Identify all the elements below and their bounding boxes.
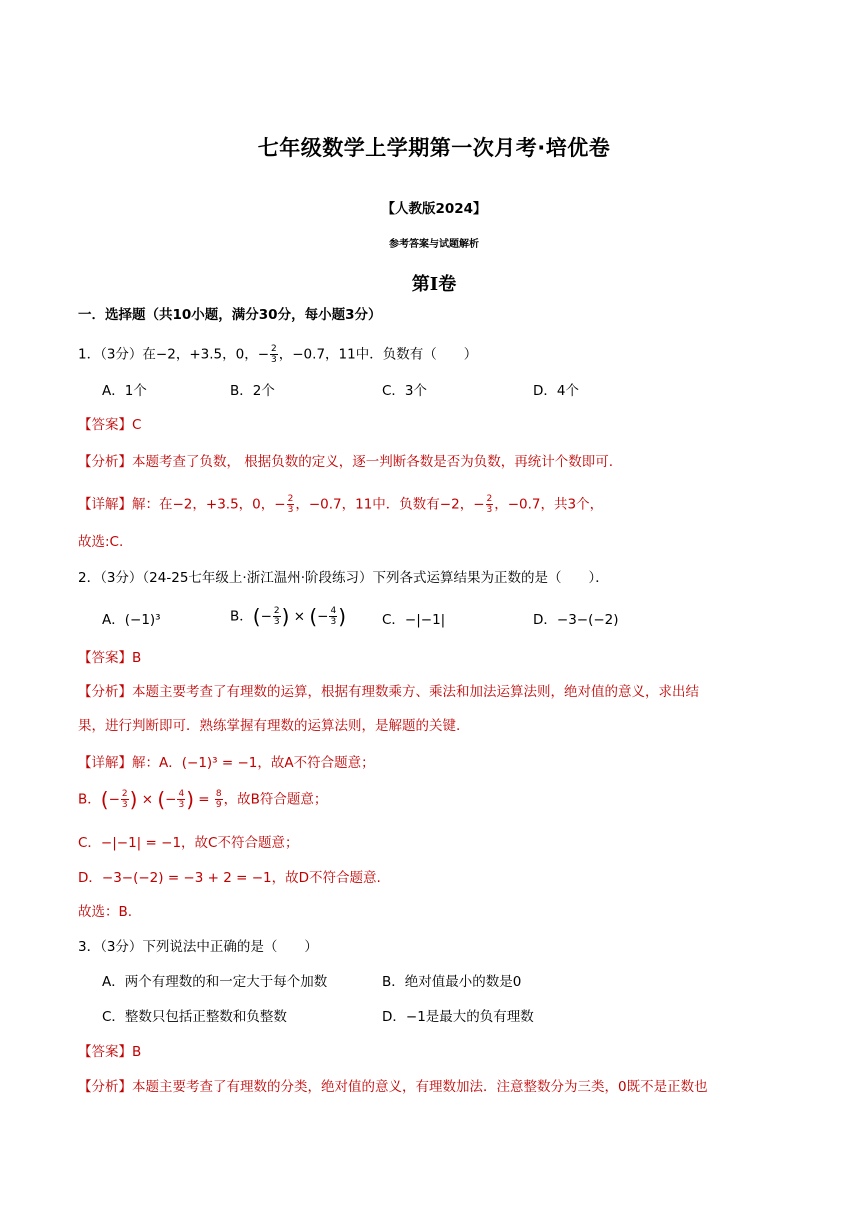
q2-detail-b: B．(− $\frac{2}{3}$ ) × (− $\frac{4}{3}$ ) = $\frac{8}{9}$ ，故B符合题意； xyxy=(78,787,328,812)
fraction-denominator: 3 xyxy=(287,505,294,515)
fraction-numerator: 2 xyxy=(287,494,294,504)
q2-option-b-fraction-2 xyxy=(329,606,337,627)
q2-option-d: D．−3−(−2) xyxy=(533,612,619,628)
fraction-denominator: 3 xyxy=(486,505,493,515)
q1-answer: 【答案】C xyxy=(78,417,142,433)
q1-choice: 故选:C. xyxy=(78,534,124,550)
q1-stem xyxy=(78,344,477,365)
section-heading: 一．选择题（共10小题，满分30分，每小题3分） xyxy=(78,307,382,323)
q2-option-b: B．(− $\frac{2}{3}$ ) × (− $\frac{4}{3}$ ) xyxy=(230,604,347,629)
q2-analysis-line-2: 果，进行判断即可．熟练掌握有理数的运算法则，是解题的关键. xyxy=(78,718,461,734)
q2-detail-c: C．−|−1| = −1，故C不符合题意； xyxy=(78,835,299,851)
q1-detail-fraction-2 xyxy=(486,494,494,515)
q1-analysis: 【分析】本题考查了负数， 根据负数的定义，逐一判断各数是否为负数，再统计个数即可. xyxy=(78,454,614,470)
q2-detail-b-fraction-3 xyxy=(215,789,223,810)
q1-detail-part-c: ，−0.7，共3个， xyxy=(494,496,604,513)
q1-stem-part-b: ，−0.7，11中．负数有（ ） xyxy=(278,346,478,363)
q2-option-a-expr: (−1)³ xyxy=(124,612,161,628)
subtitle: 参考答案与试题解析 xyxy=(389,239,479,250)
q2-detail-d: D．−3−(−2) = −3 + 2 = −1，故D不符合题意. xyxy=(78,870,381,886)
q1-detail-part-a: 【详解】解：在−2，+3.5，0，− xyxy=(78,496,286,513)
q2-detail-a: 【详解】解：A．(−1)³ = −1，故A不符合题意； xyxy=(78,755,375,771)
q2-option-b-label: B． xyxy=(230,608,253,625)
fraction-numerator: 2 xyxy=(271,344,277,354)
fraction-numerator: 2 xyxy=(273,606,280,616)
q2-detail-b-fraction-1 xyxy=(121,789,129,810)
q2-detail-b-fraction-2 xyxy=(177,789,185,810)
q3-option-d: D．−1是最大的负有理数 xyxy=(382,1009,534,1025)
fraction-denominator: 9 xyxy=(215,800,222,810)
q1-detail-part-b: ，−0.7，11中．负数有−2，− xyxy=(295,496,485,513)
q2-answer: 【答案】B xyxy=(78,650,142,666)
q3-stem: 3．（3分）下列说法中正确的是（ ） xyxy=(78,939,318,955)
q2-choice: 故选：B. xyxy=(78,904,133,920)
fraction-denominator: 3 xyxy=(178,800,185,810)
q2-option-c: C．−|−1| xyxy=(382,612,446,628)
fraction-denominator: 3 xyxy=(271,355,277,365)
q2-detail-b-label: B． xyxy=(78,791,101,808)
q2-analysis-line-1: 【分析】本题主要考查了有理数的运算，根据有理数乘方、乘法和加法运算法则，绝对值的意义，求出结 xyxy=(78,684,699,700)
fraction-denominator: 3 xyxy=(330,617,337,627)
edition-label: 【人教版2024】 xyxy=(381,201,487,217)
fraction-denominator: 3 xyxy=(273,617,280,627)
q1-fraction xyxy=(270,344,278,365)
volume-heading: 第Ⅰ卷 xyxy=(411,274,457,295)
fraction-numerator: 2 xyxy=(486,494,493,504)
fraction-numerator: 8 xyxy=(215,789,222,799)
fraction-numerator: 4 xyxy=(178,789,185,799)
fraction-numerator: 4 xyxy=(330,606,337,616)
q3-option-a: A．两个有理数的和一定大于每个加数 xyxy=(102,974,328,990)
q1-option-c: C．3个 xyxy=(382,383,428,399)
q1-option-a: A．1个 xyxy=(102,383,147,399)
q2-option-a xyxy=(102,610,161,630)
q3-option-b: B．绝对值最小的数是0 xyxy=(382,974,522,990)
fraction-denominator: 3 xyxy=(121,800,128,810)
q1-option-b: B．2个 xyxy=(230,383,275,399)
q3-analysis: 【分析】本题主要考查了有理数的分类，绝对值的意义，有理数加法．注意整数分为三类，0既不是正数也 xyxy=(78,1079,708,1095)
q2-detail-b-conclusion: ，故B符合题意； xyxy=(223,791,328,808)
q2-stem: 2．（3分）（24-25七年级上·浙江温州·阶段练习）下列各式运算结果为正数的是（ ）． xyxy=(78,570,609,586)
q1-detail-fraction-1 xyxy=(287,494,295,515)
q3-option-c: C．整数只包括正整数和负整数 xyxy=(102,1009,287,1025)
q3-answer: 【答案】B xyxy=(78,1044,142,1060)
q1-detail xyxy=(78,494,603,515)
fraction-numerator: 2 xyxy=(121,789,128,799)
q1-stem-part-a: 1．（3分）在−2，+3.5，0，− xyxy=(78,346,270,363)
q2-option-b-fraction-1 xyxy=(273,606,281,627)
page-title: 七年级数学上学期第一次月考·培优卷 xyxy=(257,136,611,160)
q1-option-d: D．4个 xyxy=(533,383,579,399)
q2-option-a-label: A． xyxy=(102,612,125,628)
